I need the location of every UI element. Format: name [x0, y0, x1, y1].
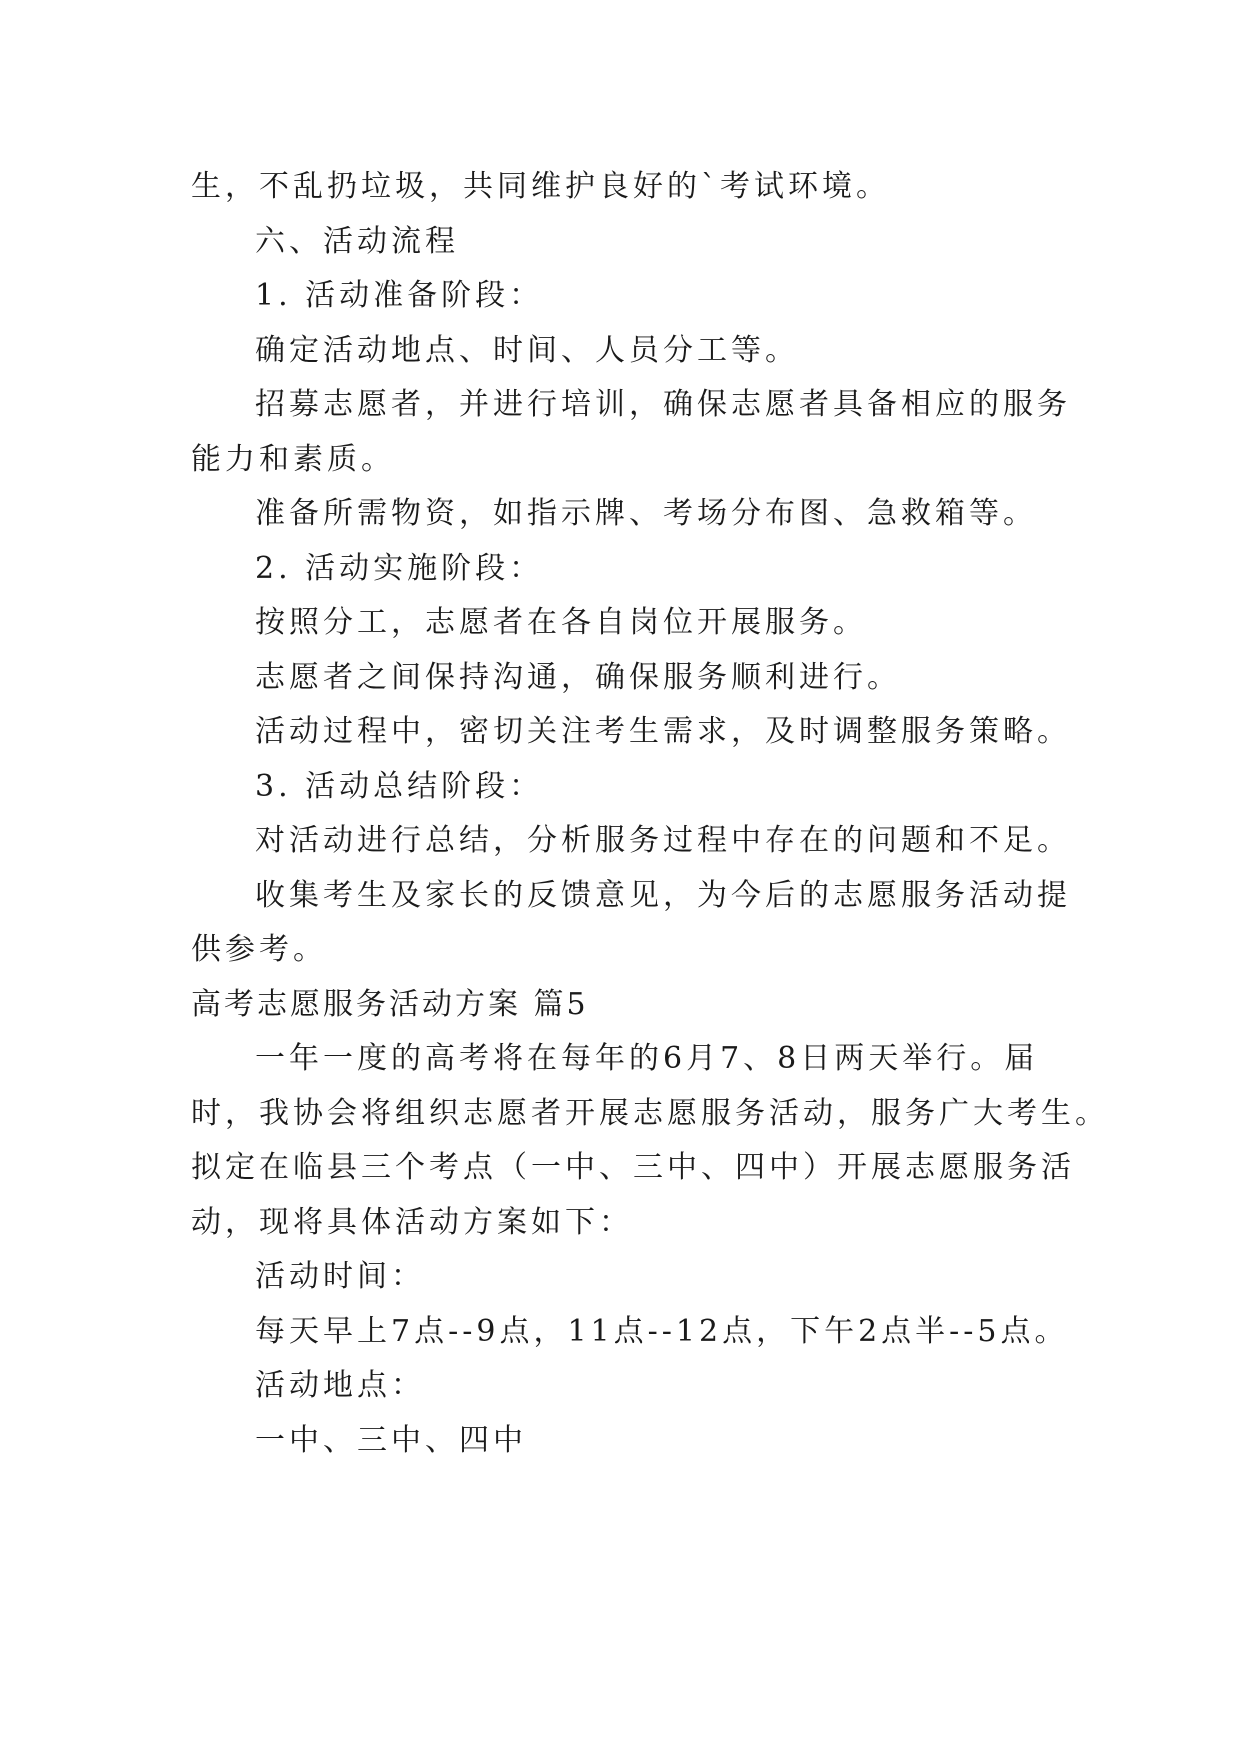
article-title: 高考志愿服务活动方案 篇5 — [191, 987, 589, 1022]
paragraph-line: 准备所需物资，如指示牌、考场分布图、急救箱等。 — [255, 496, 1037, 531]
paragraph-line: 时，我协会将组织志愿者开展志愿服务活动，服务广大考生。 — [191, 1096, 1109, 1131]
paragraph-line: 生，不乱扔垃圾，共同维护良好的`考试环境。 — [191, 169, 890, 204]
paragraph-line: 招募志愿者，并进行培训，确保志愿者具备相应的服务 — [255, 387, 1071, 422]
paragraph-line: 志愿者之间保持沟通，确保服务顺利进行。 — [255, 660, 901, 695]
paragraph-line: 拟定在临县三个考点（一中、三中、四中）开展志愿服务活 — [191, 1150, 1075, 1185]
section-heading: 六、活动流程 — [255, 224, 459, 259]
paragraph-line: 供参考。 — [191, 932, 327, 967]
paragraph-line: 动，现将具体活动方案如下： — [191, 1205, 633, 1240]
subheading: 3. 活动总结阶段： — [255, 769, 544, 804]
paragraph-line: 对活动进行总结，分析服务过程中存在的问题和不足。 — [255, 823, 1071, 858]
paragraph-line: 按照分工，志愿者在各自岗位开展服务。 — [255, 605, 867, 640]
paragraph-line: 活动地点： — [255, 1368, 425, 1403]
paragraph-line: 活动过程中，密切关注考生需求，及时调整服务策略。 — [255, 714, 1071, 749]
paragraph-line: 一中、三中、四中 — [255, 1423, 527, 1458]
paragraph-line: 能力和素质。 — [191, 442, 395, 477]
subheading: 2. 活动实施阶段： — [255, 551, 544, 586]
paragraph-line: 收集考生及家长的反馈意见，为今后的志愿服务活动提 — [255, 878, 1071, 913]
subheading: 1. 活动准备阶段： — [255, 278, 544, 313]
paragraph-line: 活动时间： — [255, 1259, 425, 1294]
paragraph-line: 每天早上7点--9点，11点--12点，下午2点半--5点。 — [255, 1314, 1069, 1349]
paragraph-line: 确定活动地点、时间、人员分工等。 — [255, 333, 799, 368]
paragraph-line: 一年一度的高考将在每年的6月7、8日两天举行。届 — [255, 1041, 1039, 1076]
